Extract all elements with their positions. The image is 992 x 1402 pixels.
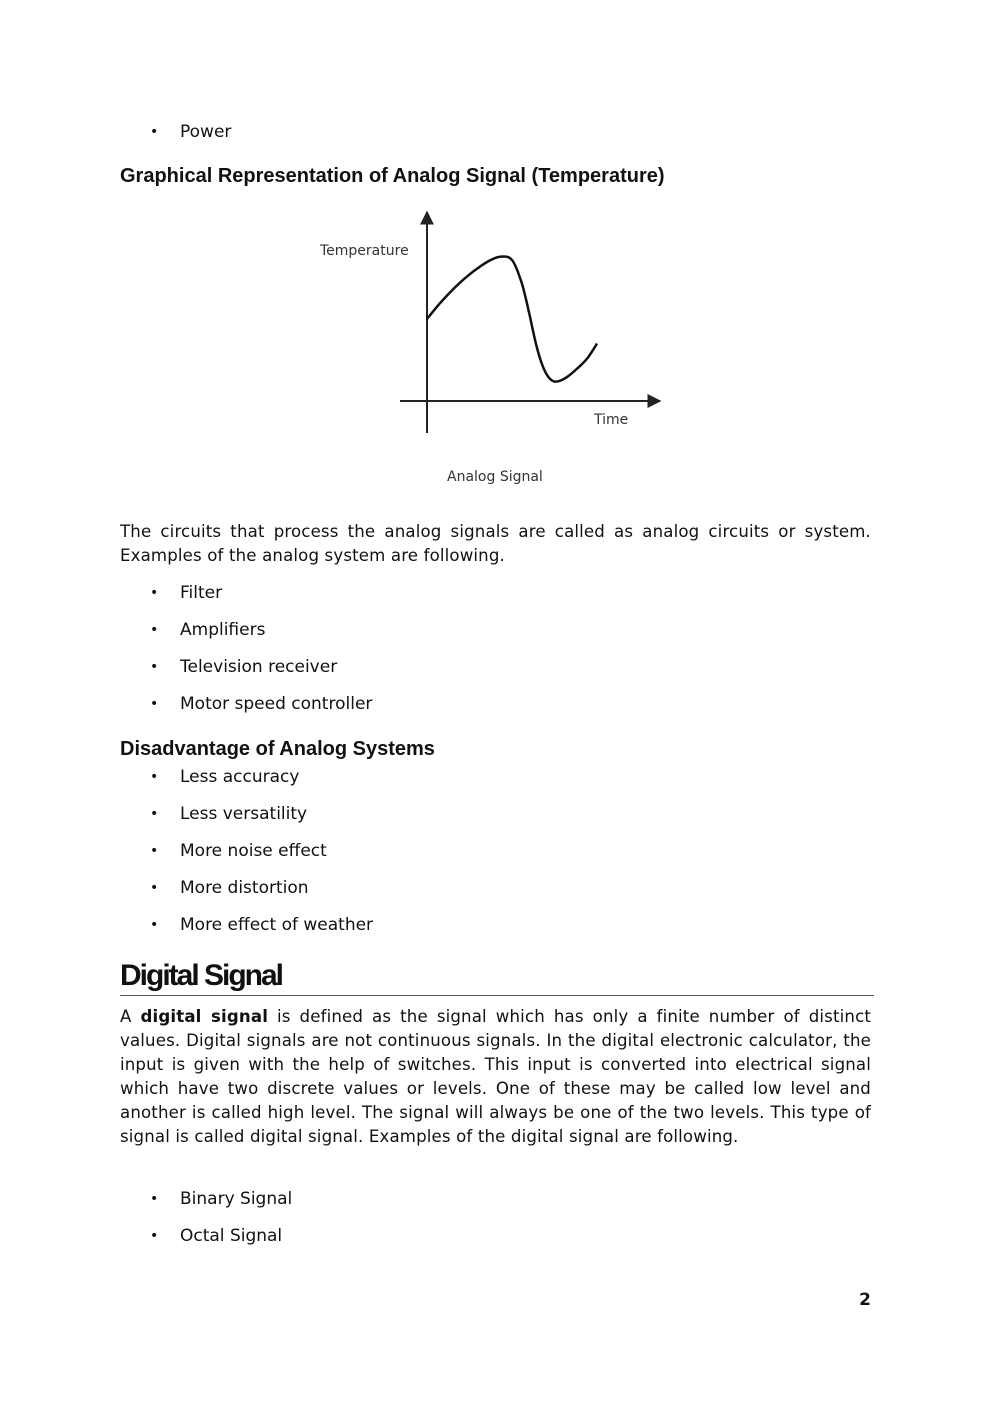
digital-signal-term: digital signal — [140, 1007, 269, 1026]
graph-heading: Graphical Representation of Analog Signal (Temperature) — [120, 165, 665, 187]
list-item-label: More distortion — [180, 878, 309, 898]
list-item — [150, 1188, 292, 1210]
list-item — [150, 877, 373, 899]
list-item-label: Less versatility — [180, 804, 308, 824]
list-item — [150, 840, 373, 862]
list-item — [150, 619, 372, 641]
bullet-icon: • — [150, 1191, 159, 1207]
list-item — [150, 803, 373, 825]
list-item — [150, 121, 231, 143]
bullet-icon: • — [150, 806, 159, 822]
top-bullet-list — [150, 121, 231, 143]
list-item-label: Television receiver — [180, 657, 338, 677]
list-item-label: Amplifiers — [180, 620, 266, 640]
bullet-icon: • — [150, 622, 159, 638]
bullet-icon: • — [150, 124, 159, 140]
intro-paragraph: The circuits that process the analog signals are called as analog circuits or system. Examples of the analog system are following. — [120, 522, 871, 565]
bullet-icon: • — [150, 843, 159, 859]
list-item-label: Filter — [180, 583, 223, 603]
bullet-icon: • — [150, 659, 159, 675]
list-item — [150, 766, 373, 788]
list-item — [150, 582, 372, 604]
x-axis-label: Time — [594, 412, 629, 428]
bullet-icon: • — [150, 585, 159, 601]
disadvantage-heading: Disadvantage of Analog Systems — [120, 738, 435, 760]
list-item-label: More noise effect — [180, 841, 327, 861]
digital-paragraph-lead: A — [120, 1007, 141, 1026]
list-item — [150, 1225, 292, 1247]
list-item — [150, 914, 373, 936]
list-item-label: Octal Signal — [180, 1226, 283, 1246]
digital-signal-heading: Digital Signal — [120, 958, 874, 996]
list-item-label: More effect of weather — [180, 915, 374, 935]
list-item-label: Power — [180, 122, 232, 142]
list-item-label: Motor speed controller — [180, 694, 373, 714]
examples-bullet-list — [150, 582, 372, 715]
analog-signal-chart — [300, 195, 680, 495]
bullet-icon: • — [150, 696, 159, 712]
chart-caption: Analog Signal — [447, 469, 543, 485]
list-item-label: Binary Signal — [180, 1189, 293, 1209]
y-axis-label: Temperature — [320, 243, 409, 259]
list-item-label: Less accuracy — [180, 767, 300, 787]
digital-examples-bullet-list — [150, 1188, 292, 1247]
temperature-series-line — [427, 256, 597, 381]
bullet-icon: • — [150, 917, 159, 933]
page-number: 2 — [859, 1290, 871, 1310]
disadvantages-bullet-list — [150, 766, 373, 936]
list-item — [150, 693, 372, 715]
bullet-icon: • — [150, 880, 159, 896]
bullet-icon: • — [150, 769, 159, 785]
digital-paragraph — [120, 1005, 871, 1149]
chart-svg — [300, 195, 680, 495]
digital-paragraph-body: is defined as the signal which has only a finite number of distinct values. Digital signals are not continuous signals. In the digital electronic calculator, the input is given with the help of switches. This input is converted into electrical signal which have two discrete values or levels. One of these may be called low level and another is called high level. The signal will always be one of the two levels. This type of signal is called digital signal. Examples of the digital signal are following. — [120, 1007, 871, 1146]
bullet-icon: • — [150, 1228, 159, 1244]
list-item — [150, 656, 372, 678]
